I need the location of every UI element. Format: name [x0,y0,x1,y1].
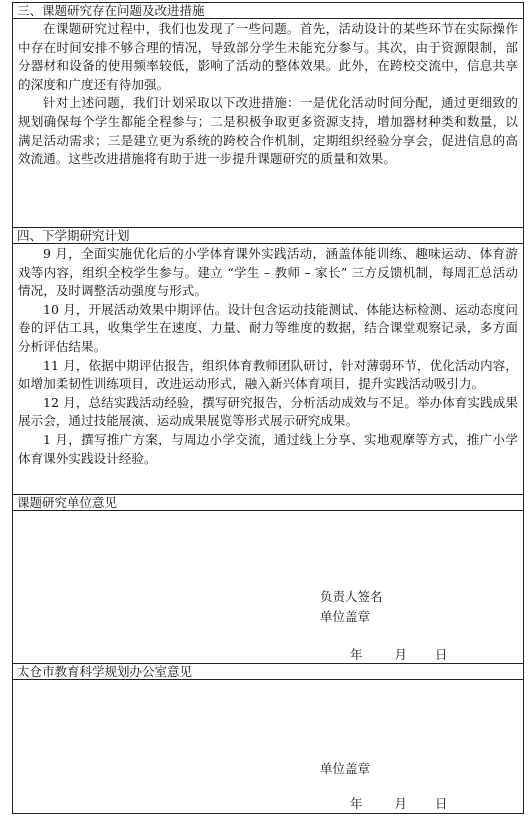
office-date [350,794,448,812]
date-year: 年 [350,796,363,811]
unit-date [350,645,448,663]
date-year: 年 [350,647,363,662]
section4-body [13,244,523,494]
report-form-table [12,2,524,814]
plan-december: 12 月，总结实践活动经验，撰写研究报告，分析活动成效与不足。举办体育实践成果展示会，通过技能展演、运动成果展览等形式展示研究成果。 [18,394,518,429]
date-month: 月 [394,796,408,811]
signature-label: 负责人签名 [320,589,383,604]
section3-title: 三、课题研究存在问题及改进措施 [13,3,523,19]
section3-paragraph-1: 在课题研究过程中，我们也发现了一些问题。首先，活动设计的某些环节在实际操作中存在时间安排不够合理的情况，导致部分学生未能充分参与。其次，由于资源限制，部分器材和设备的使用频率较低，影响了活动的整体效果。此外，在跨校交流中，信息共享的深度和广度还有待加强。 [18,21,518,92]
office-seal-label: 单位盖章 [320,761,371,776]
section3-body [13,19,523,227]
section4-title: 四、下学期研究计划 [13,228,523,244]
plan-october: 10 月，开展活动效果中期评估。设计包含运动技能测试、体能达标检测、运动态度问卷的评估工具，收集学生在速度、力量、耐力等维度的数据，结合课堂观察记录，多方面分析评估结果。 [18,301,518,354]
unit-opinion-title: 课题研究单位意见 [13,495,523,511]
unit-seal-label: 单位盖章 [320,609,371,624]
plan-november: 11 月，依据中期评估报告，组织体育教师团队研讨，针对薄弱环节，优化活动内容，如增加柔韧性训练项目，改进运动形式，融入新兴体育项目，提升实践活动吸引力。 [18,357,518,392]
plan-january: 1 月，撰写推广方案，与周边小学交流，通过线上分享、实地观摩等方式，推广小学体育课外实践设计经验。 [18,431,518,466]
date-day: 日 [435,647,448,662]
office-opinion-title: 太仓市教育科学规划办公室意见 [13,664,523,680]
plan-september: 9 月，全面实施优化后的小学体育课外实践活动，涵盖体能训练、趣味运动、体育游戏等内容，组织全校学生参与。建立 “学生 – 教师 – 家长” 三方反馈机制，每周汇总活动情况，及时调整活动强度与形式。 [18,246,518,299]
section3-paragraph-2: 针对上述问题，我们计划采取以下改进措施：一是优化活动时间分配，通过更细致的规划确保每个学生都能全程参与；二是积极争取更多资源支持，增加器材种类和数量，以满足活动需求；三是建立更为系统的跨校合作机制，定期组织经验分享会，促进信息的高效流通。这些改进措施将有助于进一步提升课题研究的质量和效果。 [18,95,518,167]
date-day: 日 [435,796,448,811]
date-month: 月 [394,647,408,662]
